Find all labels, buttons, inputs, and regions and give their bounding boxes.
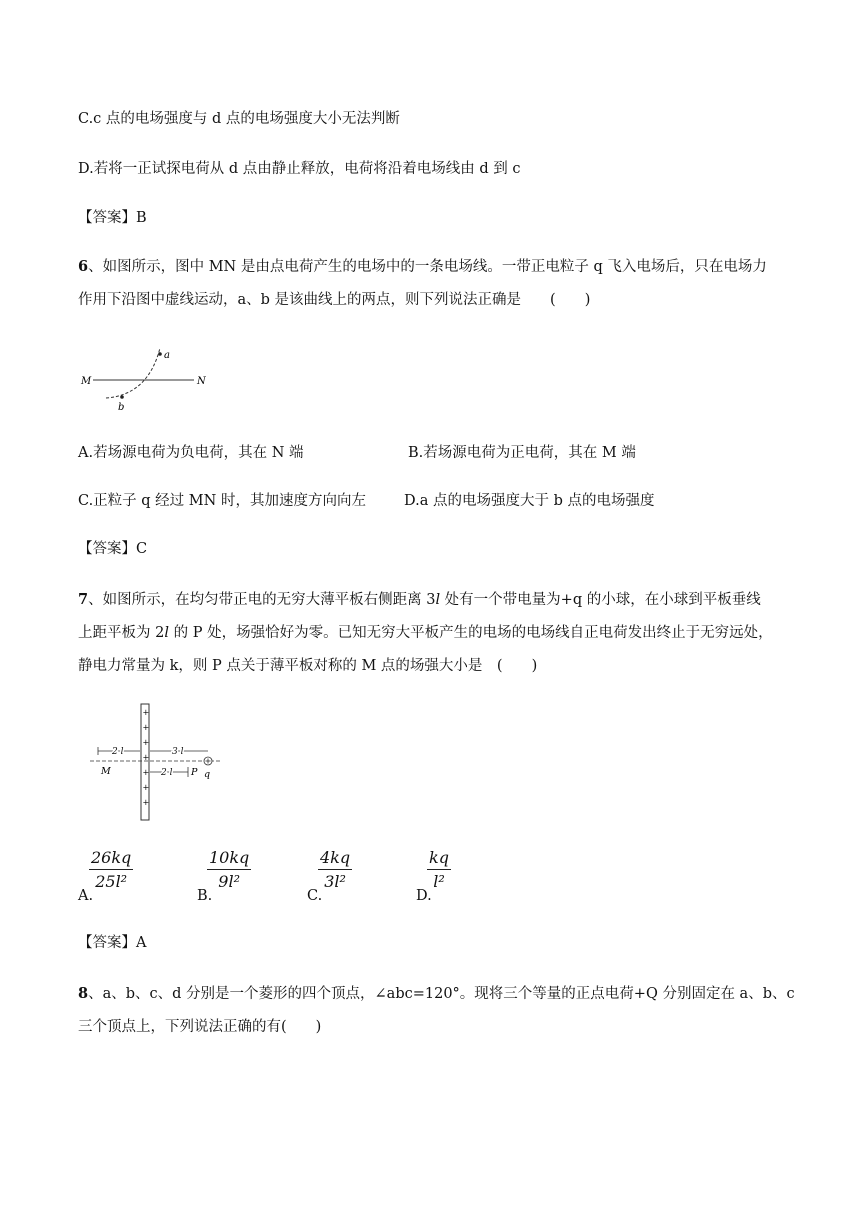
label-m: M: [81, 376, 92, 387]
q5-answer: 【答案】B: [78, 210, 147, 226]
q6-field-line-figure: [78, 340, 218, 415]
q7-stem-line2: [78, 623, 773, 643]
q6-number: 6: [78, 258, 89, 275]
q7-option-d-numerator: kq: [427, 848, 451, 870]
q8-stem-line2: 三个顶点上，下列说法正确的有( ): [78, 1019, 322, 1035]
plate-plus-7: +: [142, 798, 150, 807]
label-a: a: [164, 350, 170, 361]
q7-option-b-label: B.: [197, 888, 213, 904]
label-q-charge: q: [204, 769, 211, 780]
plate-plus-1: +: [142, 708, 150, 717]
q7-option-a-denominator: 25l²: [95, 872, 128, 891]
q7-option-c-denominator: 3l²: [324, 872, 346, 891]
label-n: N: [197, 376, 206, 387]
right-top-dimension-label: 3 l: [172, 747, 184, 757]
q7-option-c-label: C.: [307, 888, 323, 904]
q6-stem-line1: [78, 257, 767, 277]
label-m-point: M: [101, 766, 111, 777]
point-b-dot: [120, 395, 124, 399]
q7-number: 7: [78, 591, 89, 608]
q5-option-d: D.若将一正试探电荷从 d 点由静止释放，电荷将沿着电场线由 d 到 c: [78, 161, 521, 177]
point-a-dot: [158, 352, 162, 356]
q8-stem-line1: [78, 984, 795, 1004]
q6-stem-text1: 、如图所示，图中 MN 是由点电荷产生的电场中的一条电场线。一带正电粒子 q 飞入电场后，只在电场力: [88, 259, 767, 275]
left-dimension-label: 2 l: [112, 747, 124, 757]
plate-plus-2: +: [142, 723, 150, 732]
q6-option-d: D.a 点的电场强度大于 b 点的电场强度: [404, 493, 655, 509]
q7-option-d-denominator: l²: [433, 872, 445, 891]
q7-stem-text2b: 的 P 处，场强恰好为零。已知无穷大平板产生的电场的电场线自正电荷发出终止于无穷远处，: [168, 625, 773, 641]
plate-plus-3: +: [142, 738, 150, 747]
q6-option-a: A.若场源电荷为负电荷，其在 N 端: [78, 445, 304, 461]
q6-option-b: B.若场源电荷为正电荷，其在 M 端: [408, 445, 636, 461]
label-b: b: [118, 402, 125, 413]
q7-option-b-denominator: 9l²: [218, 872, 240, 891]
q7-option-b-numerator: 10kq: [207, 848, 251, 870]
trajectory-dashed-curve: [106, 348, 160, 398]
q7-stem-text1b: 处有一个带电量为+q 的小球，在小球到平板垂线: [440, 592, 761, 608]
plate-plus-4: +: [142, 753, 150, 762]
q7-stem-text2a: 上距平板为 2: [78, 625, 165, 641]
q7-stem-l1: l: [435, 592, 441, 608]
q6-answer: 【答案】C: [78, 541, 148, 557]
q8-number: 8: [78, 985, 89, 1002]
q7-option-a-numerator: 26kq: [89, 848, 133, 870]
plate-plus-5: +: [142, 768, 150, 777]
q7-option-d-label: D.: [416, 888, 432, 904]
q7-stem-l2: l: [164, 625, 169, 641]
q7-option-d-fraction: [427, 848, 451, 891]
q7-stem-text1a: 、如图所示，在均匀带正电的无穷大薄平板右侧距离 3: [88, 592, 436, 608]
q8-stem-text1: 、a、b、c、d 分别是一个菱形的四个顶点，∠abc=120°。现将三个等量的正点电荷+Q 分别固定在 a、b、c: [88, 986, 795, 1002]
q6-stem-line2: 作用下沿图中虚线运动，a、b 是该曲线上的两点，则下列说法正确是 ( ): [78, 292, 591, 308]
q7-answer: 【答案】A: [78, 935, 147, 951]
plate-plus-6: +: [142, 783, 150, 792]
q7-plate-figure: [88, 703, 228, 823]
q7-stem-line3: 静电力常量为 k，则 P 点关于薄平板对称的 M 点的场强大小是 ( ): [78, 658, 538, 674]
q7-option-a-label: A.: [78, 888, 94, 904]
q7-stem-line1: [78, 590, 761, 610]
q7-option-c-fraction: [318, 848, 352, 891]
q6-option-c: C.正粒子 q 经过 MN 时，其加速度方向向左: [78, 493, 366, 509]
q7-option-b-fraction: [207, 848, 251, 891]
right-bottom-dimension-label: 2 l: [161, 768, 173, 778]
label-p-point: P: [191, 767, 198, 778]
q7-option-c-numerator: 4kq: [318, 848, 352, 870]
q7-option-a-fraction: [89, 848, 133, 891]
q5-option-c: C.c 点的电场强度与 d 点的电场强度大小无法判断: [78, 111, 400, 127]
